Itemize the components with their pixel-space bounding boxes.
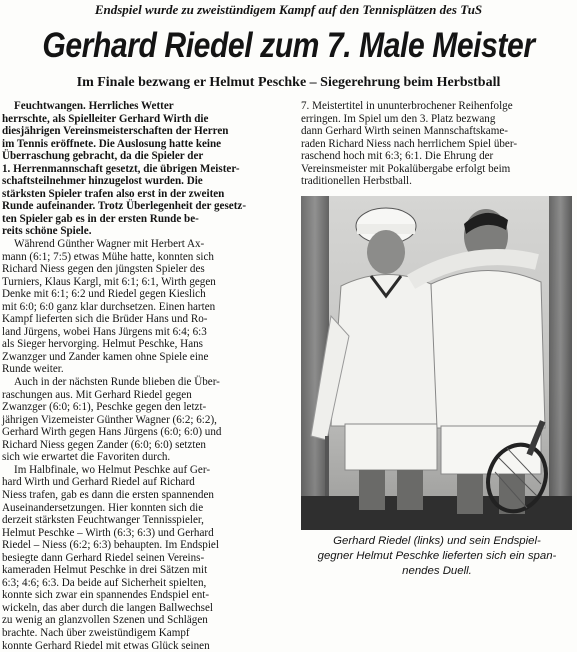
text-line: herrschte, als Spielleiter Gerhard Wirth die [2, 112, 209, 125]
text-line: stärksten Spieler trafen also erst in der zweiten [2, 187, 225, 200]
text-line: als Sieger hervorging. Helmut Peschke, Hans [2, 338, 203, 351]
text-line: gegner Helmut Peschke lieferten sich ein span- [317, 550, 557, 562]
text-line: Zwanzger und Zander kamen ohne Spiele eine [2, 350, 209, 363]
text-line: hard Wirth und Gerhard Riedel auf Richard [2, 476, 195, 489]
text-line: Helmut Peschke – Wirth (6:3; 6:3) und Gerhard [2, 526, 214, 539]
text-line: Im Halbfinale, wo Helmut Peschke auf Ger- [14, 463, 211, 476]
text-line: besiegte dann Gerhard Riedel seinen Vereins- [2, 551, 205, 564]
text-line: schaftsteilnehmer hinzugelost wurden. Die [2, 175, 203, 188]
text-line: traditionellen Herbstball. [301, 175, 412, 188]
text-line: dann Gerhard Wirth seinen Mannschaftskame- [301, 125, 508, 138]
text-line: 7. Meistertitel in ununterbrochener Reihenfolge [301, 100, 513, 112]
text-line: nendes Duell. [402, 565, 472, 577]
text-line: Denke mit 6:1; 6:2 und Riedel gegen Kieslich [2, 288, 206, 301]
paragraph-2 [2, 238, 295, 376]
kicker: Endspiel wurde zu zweistündigem Kampf auf den Tennisplätzen des TuS [94, 2, 483, 17]
article-left-column [2, 100, 295, 652]
text-line: erringen. Im Spiel um den 3. Platz bezwang [301, 112, 496, 125]
text-line: kameraden Helmut Peschke in drei Sätzen mit [2, 564, 208, 577]
paragraph-1 [2, 100, 295, 238]
text-line: zu wenig an glanzvollen Szenen und Schlägen [2, 614, 208, 627]
subhead: Im Finale bezwang er Helmut Peschke – Siegerehrung beim Herbstball [76, 75, 501, 90]
text-line: raschend hoch mit 6:3; 6:1. Die Ehrung der [301, 150, 494, 163]
text-line: Turniers, Klaus Kargl, mit 6:1; 6:1, Wirth gegen [2, 275, 216, 288]
text-line: Kampf lieferten sich die Brüder Hans und Ro- [2, 313, 208, 326]
text-line: mit 6:0; 6:0 ganz klar durchsetzen. Einen harten [2, 300, 216, 313]
text-line: Vereinsmeister mit Pokalübergabe erfolgt beim [301, 162, 511, 175]
text-line: ten Spieler gab es in der ersten Runde be- [2, 212, 199, 225]
paragraph-3 [2, 376, 295, 464]
photo-caption [301, 534, 573, 579]
headline: Gerhard Riedel zum 7. Male Meister [42, 26, 535, 65]
text-line: konnte sich zwar ein spannendes Endspiel ent- [2, 589, 210, 602]
text-line: Richard Niess gegen den jüngsten Spieler des [2, 263, 205, 276]
text-line: Richard Niess gegen Zander (6:0; 6:0) setzten [2, 438, 206, 451]
two-tennis-players-photo-icon [301, 196, 572, 530]
article-right-column [301, 100, 573, 188]
text-line: land Jürgens, wobei Hans Jürgens mit 6:4; 6:3 [2, 325, 207, 338]
text-line: Riedel – Niess (6:2; 6:3) behaupten. Im Endspiel [2, 539, 219, 552]
text-line: raschungen aus. Mit Gerhard Riedel gegen [2, 388, 192, 401]
tennis-players-photo [301, 196, 572, 530]
text-line: Während Günther Wagner mit Herbert Ax- [14, 238, 205, 251]
text-line: sich wie erwartet die Favoriten durch. [2, 451, 171, 464]
text-line: derzeit stärksten Feuchtwanger Tennisspieler, [2, 514, 204, 527]
text-line: jährigen Vizemeister Günther Wagner (6:2; 6:2), [2, 413, 217, 426]
text-line: konnte Gerhard Riedel mit etwas Glück seinen [2, 639, 210, 652]
text-line: mann (6:1; 7:5) etwas Mühe hatte, konnten sich [2, 250, 214, 263]
text-line: Runde aufeinander. Trotz Überlegenheit der gesetz- [2, 200, 247, 213]
text-line: brachte. Nach über zweistündigem Kampf [2, 626, 190, 639]
text-line: diesjährigen Vereinsmeisterschaften der Herren [2, 125, 229, 138]
text-line: Runde weiter. [2, 363, 64, 376]
text-line: Niess trafen, gab es dann die ersten spannenden [2, 488, 214, 501]
text-line: Gerhard Wirth gegen Hans Jürgens (6:0; 6:0) und [2, 426, 222, 439]
paragraph-4 [2, 464, 295, 652]
text-line: 6:3; 4:6; 6:3. Da beide auf Sicherheit spielten, [2, 576, 207, 589]
text-line: im Tennis eröffnete. Die Auslosung hatte keine [2, 137, 222, 150]
text-line: Gerhard Riedel (links) und sein Endspiel- [333, 535, 541, 547]
text-line: 1. Herrenmannschaft gesetzt, die übrigen Meister- [2, 162, 240, 175]
text-line: reits schöne Spiele. [2, 225, 92, 238]
text-line: Auseinandersetzungen. Hier konnten sich die [2, 501, 204, 514]
text-line: Feuchtwangen. Herrliches Wetter [14, 100, 174, 112]
text-line: Überraschung gebracht, da die Spieler der [2, 150, 204, 163]
text-line: raden Richard Niess nach herrlichem Spiel über- [301, 137, 518, 150]
text-line: Zwanzger (6:0; 6:1), Peschke gegen den letzt- [2, 401, 207, 414]
text-line: wickeln, das aber durch die langen Ballwechsel [2, 601, 214, 614]
text-line: Auch in der nächsten Runde blieben die Über- [14, 376, 220, 389]
